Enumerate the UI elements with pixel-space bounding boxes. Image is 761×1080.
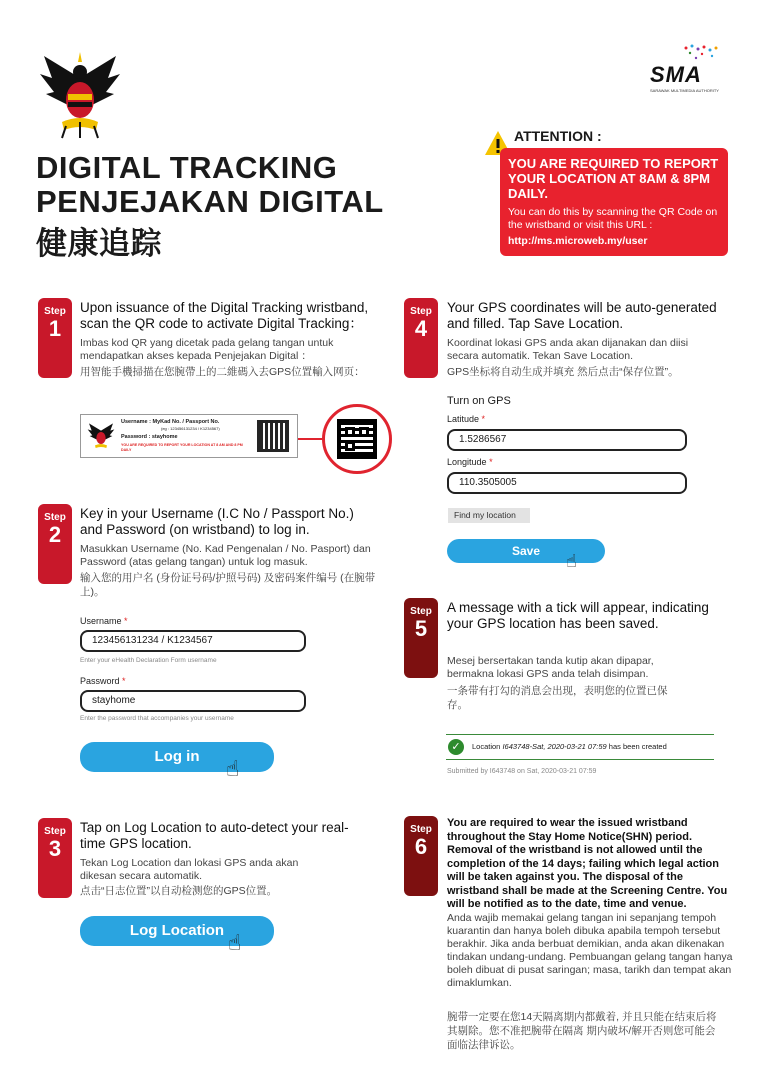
save-button[interactable]: Save — [447, 539, 605, 563]
step-6-title: You are required to wear the issued wristband throughout the Stay Home Notice(SHN) period. Removal of the wristband is not allowed until the completion of the 14 days; failing which legal action will be taken against you. The disposal of the wristband shall be made at the Screening Centre. You will be notified as to the date, time and venue. — [447, 817, 728, 910]
password-label: Password * — [80, 676, 126, 686]
step-badge-1 — [38, 298, 72, 378]
password-input[interactable]: stayhome — [80, 690, 306, 712]
step-word: Step — [410, 824, 432, 835]
username-hint: Enter your eHealth Declaration Form username — [80, 657, 217, 664]
step-word: Step — [44, 826, 66, 837]
wristband-crest-icon — [87, 419, 115, 453]
longitude-input[interactable]: 110.3505005 — [447, 472, 687, 494]
step-4-title: Your GPS coordinates will be auto-generated and filled. Tap Save Location. — [447, 300, 717, 331]
title-line-2: PENJEJAKAN DIGITAL — [36, 184, 384, 219]
attention-box — [500, 148, 728, 256]
username-input[interactable]: 123456131234 / K1234567 — [80, 630, 306, 652]
step-number: 2 — [48, 522, 62, 547]
step-number: 4 — [414, 316, 428, 341]
check-icon: ✓ — [448, 739, 464, 755]
latitude-input[interactable]: 1.5286567 — [447, 429, 687, 451]
wristband-username-eg: (eg : 123456131234 / K1234567) — [161, 426, 220, 431]
step-number: 1 — [48, 316, 62, 341]
wristband-warning: YOU ARE REQUIRED TO REPORT YOUR LOCATION AT 8 AM AND 8 PM DAILY — [121, 443, 243, 452]
password-hint: Enter the password that accompanies your username — [80, 715, 234, 722]
step-3-zh: 点击“日志位置”以自动检测您的GPS位置。 — [80, 885, 278, 897]
qr-connector-line — [298, 438, 322, 440]
gps-heading: Turn on GPS — [447, 395, 511, 407]
title-line-3: 健康追踪 — [36, 226, 162, 261]
step-6-ms: Anda wajib memakai gelang tangan ini sepanjang tempoh kuarantin dan hanya boleh dibuka apabila tempoh tersebut berakhir. Jika anda berbuat demikian, anda akan dikenakan tindakan undang-undang. Pembuangan gelang tangan hanya boleh dibuat di pusat saringan; masa, tarikh dan tempat akan dimaklumkan. — [447, 912, 733, 989]
step-4-ms: Koordinat lokasi GPS anda akan dijanakan dan diisi secara automatik. Tekan Save Location. — [447, 337, 689, 362]
step-number: 5 — [414, 616, 428, 641]
step-6-zh: 腕带一定要在您14天隔离期内都戴着, 并且只能在结束后将其剔除。您不准把腕带在隔离 期内破坏/解开否则您可能会面临法律诉讼。 — [447, 1011, 717, 1051]
latitude-label: Latitude * — [447, 414, 486, 424]
longitude-label: Longitude * — [447, 457, 493, 467]
step-badge-6 — [404, 816, 438, 896]
step-badge-5 — [404, 598, 438, 678]
submitted-by-text: Submitted by I643748 on Sat, 2020-03-21 07:59 — [447, 768, 597, 775]
hand-pointer-icon: ☝ — [566, 551, 577, 571]
step-2-zh: 输入您的用户名 (身份证号码/护照号码) 及密码案件编号 (在腕带上)。 — [80, 572, 376, 598]
step-1-zh: 用智能手機掃描在您腕帶上的二維碼入去GPS位置輸入网页： — [80, 366, 365, 378]
log-location-button[interactable]: Log Location — [80, 916, 274, 946]
success-message — [446, 734, 714, 760]
find-my-location-button[interactable]: Find my location — [448, 508, 530, 523]
wristband-image — [80, 414, 298, 458]
hand-pointer-icon: ☝ — [226, 756, 240, 781]
attention-sub-text: You can do this by scanning the QR Code on the wristband or visit this URL : — [508, 206, 718, 231]
step-1-title: Upon issuance of the Digital Tracking wristband, scan the QR code to activate Digital Tracking： — [80, 300, 369, 331]
sarawak-crest-logo — [38, 48, 122, 140]
step-3-title: Tap on Log Location to auto-detect your real-time GPS location. — [80, 820, 349, 851]
username-label: Username * — [80, 616, 128, 626]
wristband-username: Username : MyKad No. / Passport No. — [121, 419, 220, 425]
sma-logo-caption: SARAWAK MULTIMEDIA AUTHORITY — [650, 88, 719, 93]
step-badge-3 — [38, 818, 72, 898]
wristband-password: Password : stayhome — [121, 434, 178, 440]
step-4-zh: GPS坐标将自动生成并填充 然后点击“保存位置”。 — [447, 366, 679, 378]
login-button[interactable]: Log in — [80, 742, 274, 772]
sma-logo — [646, 44, 730, 96]
step-number: 6 — [414, 834, 428, 859]
step-5-title: A message with a tick will appear, indicating your GPS location has been saved. — [447, 600, 709, 631]
step-badge-4 — [404, 298, 438, 378]
wristband-qr-icon — [257, 420, 289, 452]
attention-main-text: YOU ARE REQUIRED TO REPORT YOUR LOCATION AT 8AM & 8PM DAILY. — [508, 156, 719, 201]
attention-label: ATTENTION : — [514, 128, 602, 144]
attention-url[interactable]: http://ms.microweb.my/user — [508, 235, 648, 247]
success-text: Location I643748-Sat, 2020-03-21 07:59 has been created — [472, 742, 667, 751]
qr-zoom-circle — [322, 404, 392, 474]
hand-pointer-icon: ☝ — [228, 930, 242, 955]
step-1-ms: Imbas kod QR yang dicetak pada gelang tangan untuk mendapatkan akses kepada Penjejakan Digital ： — [80, 337, 334, 362]
sma-logo-text: SMA — [650, 62, 702, 87]
step-word: Step — [410, 606, 432, 617]
step-word: Step — [410, 306, 432, 317]
step-3-ms: Tekan Log Location dan lokasi GPS anda akan dikesan secara automatik. — [80, 857, 299, 882]
step-number: 3 — [48, 836, 62, 861]
step-word: Step — [44, 512, 66, 523]
step-badge-2 — [38, 504, 72, 584]
step-2-ms: Masukkan Username (No. Kad Pengenalan / No. Pasport) dan Password (atas gelang tangan) untuk log masuk. — [80, 543, 371, 568]
title-line-1: DIGITAL TRACKING — [36, 150, 338, 185]
step-word: Step — [44, 306, 66, 317]
qr-code-icon — [337, 419, 377, 459]
step-2-title: Key in your Username (I.C No / Passport No.) and Password (on wristband) to log in. — [80, 506, 354, 537]
step-5-ms: Mesej bersertakan tanda kutip akan dipapar, bermakna lokasi GPS anda telah disimpan. — [447, 655, 654, 680]
step-5-zh: 一条带有打勾的消息会出现，表明您的位置已保存。 — [447, 685, 668, 711]
